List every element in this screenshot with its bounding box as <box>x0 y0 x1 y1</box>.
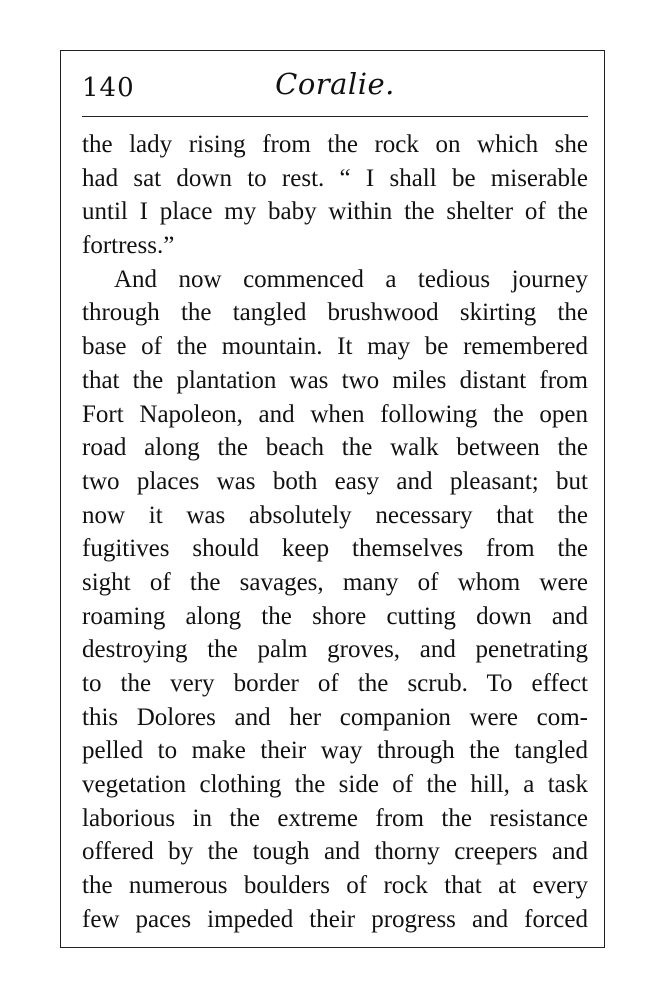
text-line: until I place my baby within the shelter of the <box>82 198 588 226</box>
text-line: fortress.” <box>82 232 175 260</box>
text-line: Fort Napoleon, and when following the open <box>82 400 588 428</box>
text-line: destroying the palm groves, and penetrating <box>82 636 588 664</box>
text-line: this Dolores and her companion were com- <box>82 703 588 731</box>
text-line: fugitives should keep themselves from the <box>82 535 588 563</box>
text-line: to the very border of the scrub. To effect <box>82 670 588 697</box>
page-header <box>82 67 588 113</box>
text-line: sight of the savages, many of whom were <box>82 568 588 596</box>
body-text <box>82 128 588 937</box>
text-line: laborious in the extreme from the resistance <box>82 804 588 832</box>
text-line: through the tangled brushwood skirting the <box>82 299 588 327</box>
header-rule <box>82 116 588 117</box>
text-line: had sat down to rest. “ I shall be miserable <box>82 164 588 192</box>
text-line: two places was both easy and pleasant; but <box>82 467 588 495</box>
text-line: now it was absolutely necessary that the <box>82 501 588 529</box>
text-line: the lady rising from the rock on which she <box>82 131 588 158</box>
text-line: that the plantation was two miles distant from <box>82 366 588 394</box>
text-line: few paces impeded their progress and forced <box>82 905 588 933</box>
text-line: offered by the tough and thorny creepers and <box>82 838 588 866</box>
text-line: roaming along the shore cutting down and <box>82 602 588 630</box>
text-line: base of the mountain. It may be remembered <box>82 333 588 361</box>
text-line: And now commenced a tedious journey <box>114 265 588 293</box>
page-number: 140 <box>82 73 135 103</box>
text-line: the numerous boulders of rock that at every <box>82 872 588 900</box>
text-line: pelled to make their way through the tangled <box>82 737 588 765</box>
text-line: road along the beach the walk between the <box>82 434 588 462</box>
text-line: vegetation clothing the side of the hill, a task <box>82 771 588 799</box>
running-title: Coralie. <box>275 67 395 101</box>
